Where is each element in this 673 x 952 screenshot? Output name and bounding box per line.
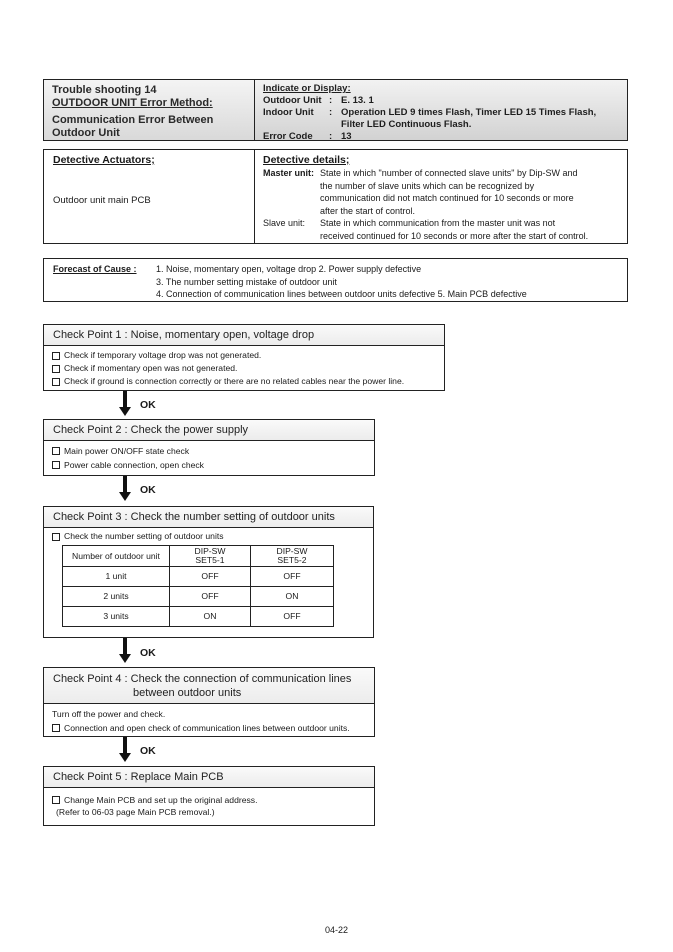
- detective-details-cell: [255, 150, 627, 243]
- indicate-key: Indoor Unit: [263, 107, 314, 118]
- check-item-text: Check if temporary voltage drop was not generated.: [64, 350, 262, 360]
- indicate-label: Indicate or Display:: [263, 83, 351, 94]
- header-text: DIP-SW: [276, 546, 308, 556]
- check-point-5: [43, 766, 375, 826]
- error-method: OUTDOOR UNIT Error Method:: [52, 97, 213, 109]
- check-point-title: Check Point 5 : Replace Main PCB: [44, 767, 374, 788]
- check-point-title: [44, 668, 374, 704]
- slave-unit-key: Slave unit:: [263, 218, 306, 228]
- down-arrow-icon: [119, 638, 131, 666]
- check-item-text: Connection and open check of communication lines between outdoor units.: [64, 723, 350, 733]
- indicate-sep: [329, 119, 341, 131]
- indicate-value: E. 13. 1: [341, 95, 374, 106]
- check-note: (Refer to 06-03 page Main PCB removal.): [56, 807, 215, 817]
- check-point-title: Check Point 3 : Check the number setting of outdoor units: [44, 507, 373, 528]
- indicate-sep: :: [329, 95, 333, 106]
- detail-line: the number of slave units which can be recognized by: [320, 180, 535, 191]
- check-point-1: [43, 324, 445, 391]
- indicate-row: [263, 119, 619, 131]
- checkbox-icon: [52, 447, 60, 455]
- check-item: [52, 362, 436, 375]
- detail-line: State in which "number of connected slave units" by Dip-SW and: [320, 168, 578, 178]
- error-name-line1: Communication Error Between: [52, 114, 214, 126]
- check-intro: Turn off the power and check.: [52, 709, 166, 719]
- trouble-title: Trouble shooting 14: [52, 84, 157, 96]
- title-line: between outdoor units: [133, 687, 242, 699]
- actuators-label: Detective Actuators;: [53, 154, 155, 166]
- down-arrow-icon: [119, 476, 131, 504]
- ok-label: OK: [140, 399, 156, 411]
- header-title-cell: [44, 80, 255, 140]
- forecast-line: 3. The number setting mistake of outdoor unit: [156, 276, 337, 287]
- indicate-key: Error Code: [263, 131, 313, 142]
- table-cell: 3 units: [63, 607, 170, 627]
- ok-label: OK: [140, 745, 156, 757]
- ok-label: OK: [140, 484, 156, 496]
- detail-line: received continued for 10 seconds or more after the start of control.: [320, 230, 589, 241]
- check-point-4: [43, 667, 375, 737]
- indicate-sep: :: [329, 107, 333, 118]
- indicate-key: Outdoor Unit: [263, 95, 322, 106]
- check-item: [52, 530, 365, 543]
- table-cell: 1 unit: [63, 567, 170, 587]
- indicate-display-cell: [255, 80, 627, 140]
- check-item-text: Power cable connection, open check: [64, 460, 204, 470]
- check-point-title: Check Point 2 : Check the power supply: [44, 420, 374, 441]
- check-point-2: [43, 419, 375, 476]
- master-unit-detail: [263, 167, 619, 217]
- table-cell: ON: [170, 607, 251, 627]
- details-label: Detective details;: [263, 154, 350, 166]
- check-item: [52, 444, 366, 458]
- check-point-title: Check Point 1 : Noise, momentary open, voltage drop: [44, 325, 444, 346]
- table-row: [63, 607, 334, 627]
- check-item: [52, 375, 436, 388]
- check-item: [52, 794, 366, 806]
- check-item-text: Main power ON/OFF state check: [64, 446, 190, 456]
- check-item-text: Check if momentary open was not generated.: [64, 363, 238, 373]
- indicate-row: [263, 131, 619, 143]
- error-name-line2: Outdoor Unit: [52, 127, 120, 139]
- table-header-cell: [170, 546, 251, 567]
- check-point-3: [43, 506, 374, 638]
- down-arrow-icon: [119, 391, 131, 419]
- table-cell: OFF: [251, 607, 334, 627]
- table-row: [63, 587, 334, 607]
- page-number: 04-22: [324, 925, 349, 935]
- forecast-line: 1. Noise, momentary open, voltage drop 2. Power supply defective: [156, 264, 422, 274]
- checkbox-icon: [52, 461, 60, 469]
- trouble-header: [43, 79, 628, 141]
- table-cell: ON: [251, 587, 334, 607]
- indicate-sep: :: [329, 131, 333, 142]
- table-cell: OFF: [251, 567, 334, 587]
- detective-box: [43, 149, 628, 244]
- check-item: [52, 458, 366, 472]
- checkbox-icon: [52, 352, 60, 360]
- title-line: Check Point 4 : Check the connection of communication lines: [53, 673, 352, 685]
- header-text: SET5-2: [277, 555, 307, 565]
- detail-line: communication did not match continued for 10 seconds or more: [320, 193, 574, 203]
- table-cell: 2 units: [63, 587, 170, 607]
- ok-label: OK: [140, 647, 156, 659]
- slave-unit-detail: [263, 217, 619, 242]
- forecast-line: 4. Connection of communication lines between outdoor units defective 5. Main PCB defective: [156, 289, 527, 299]
- table-header-cell: [251, 546, 334, 567]
- checkbox-icon: [52, 378, 60, 386]
- check-item: [52, 721, 366, 735]
- master-unit-key: Master unit:: [263, 168, 315, 178]
- indicate-value: 13: [341, 131, 352, 142]
- detective-actuators-cell: [44, 150, 255, 243]
- check-item: [52, 349, 436, 362]
- check-item-text: Change Main PCB and set up the original address.: [64, 795, 258, 805]
- detail-line: after the start of control.: [320, 205, 416, 216]
- checkbox-icon: [52, 533, 60, 541]
- header-text: Number of outdoor unit: [72, 550, 160, 561]
- table-header-cell: [63, 546, 170, 567]
- table-cell: OFF: [170, 587, 251, 607]
- down-arrow-icon: [119, 737, 131, 765]
- indicate-value: Filter LED Continuous Flash.: [341, 119, 472, 130]
- checkbox-icon: [52, 796, 60, 804]
- table-cell: OFF: [170, 567, 251, 587]
- detail-line: State in which communication from the master unit was not: [320, 218, 556, 228]
- indicate-row: [263, 107, 619, 119]
- dip-switch-table: [62, 545, 334, 627]
- header-text: SET5-1: [195, 555, 225, 565]
- check-item-text: Check if ground is connection correctly or there are no related cables near the power line.: [64, 376, 405, 386]
- indicate-value: Operation LED 9 times Flash, Timer LED 15 Times Flash,: [341, 107, 597, 118]
- forecast-of-cause: [43, 258, 628, 302]
- actuators-value: Outdoor unit main PCB: [53, 195, 151, 206]
- checkbox-icon: [52, 724, 60, 732]
- indicate-row: [263, 95, 619, 107]
- indicate-key: [263, 119, 329, 131]
- forecast-label: Forecast of Cause :: [53, 264, 137, 274]
- table-header-row: [63, 546, 334, 567]
- header-text: DIP-SW: [194, 546, 226, 556]
- table-row: [63, 567, 334, 587]
- checkbox-icon: [52, 365, 60, 373]
- check-item-text: Check the number setting of outdoor units: [64, 531, 224, 541]
